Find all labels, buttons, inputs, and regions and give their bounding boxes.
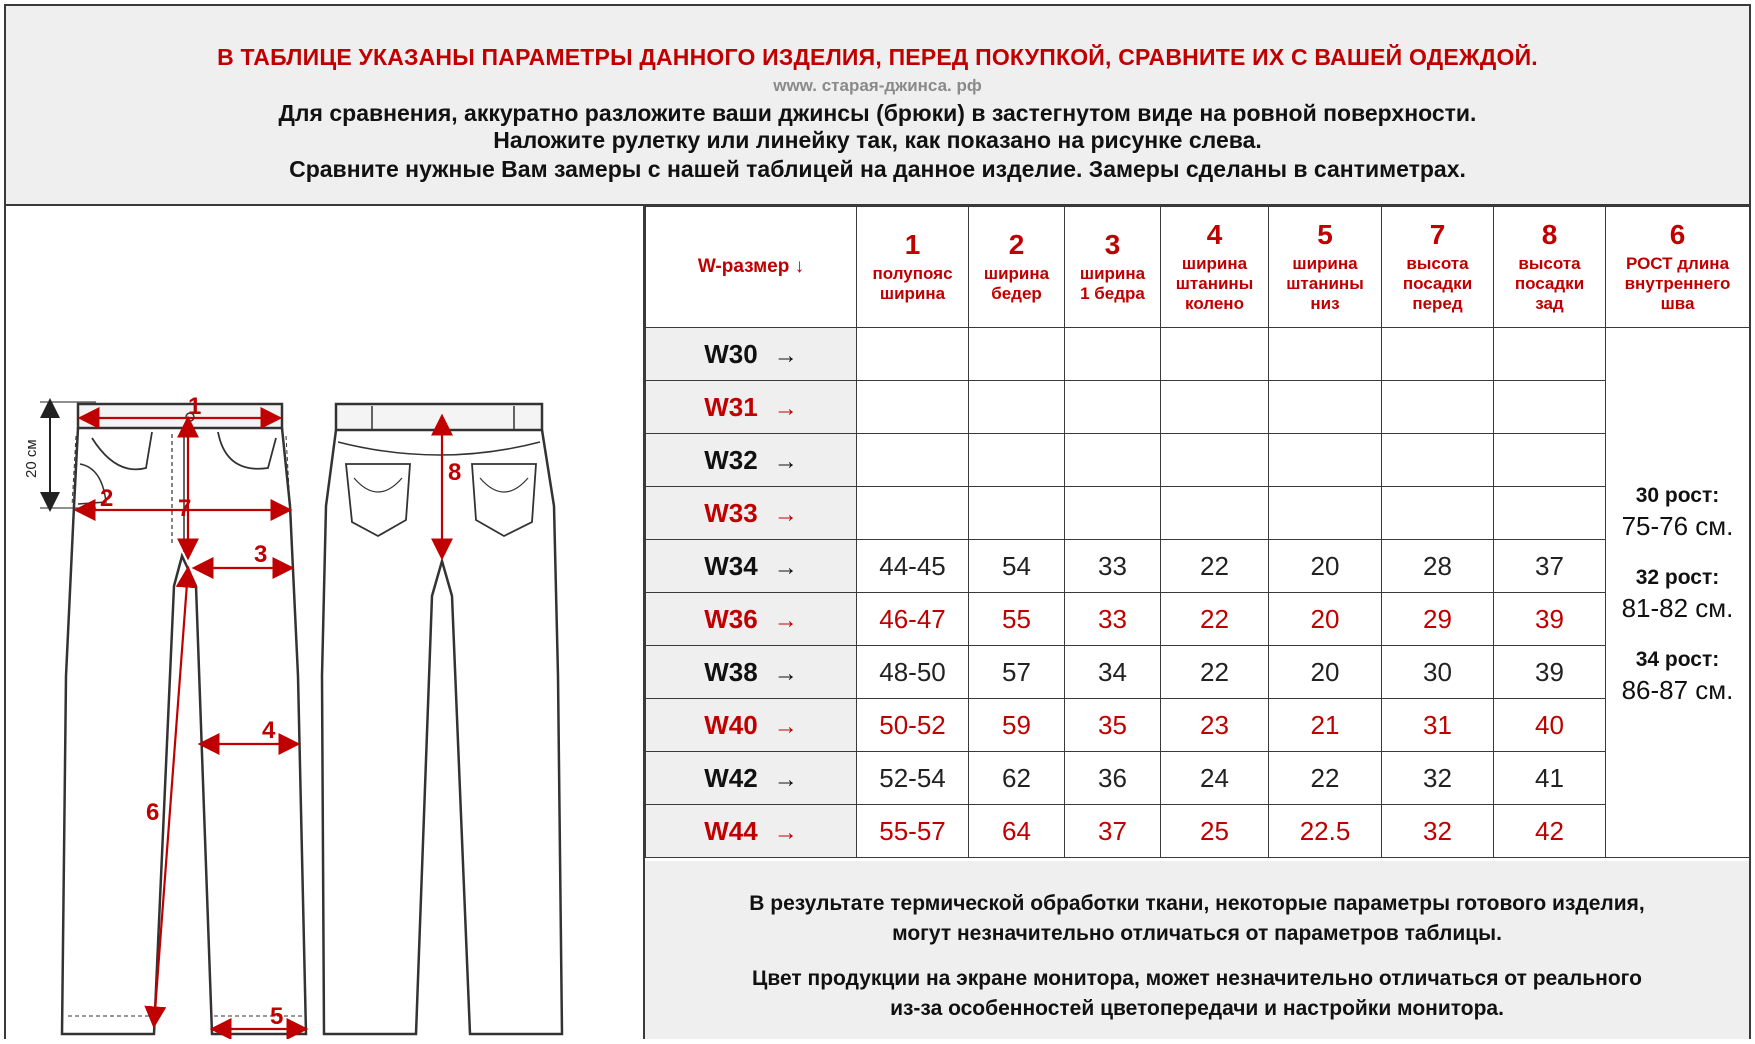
column-label-line: ширина: [1292, 254, 1358, 273]
table-cell: [1494, 381, 1606, 434]
table-cell: [1065, 487, 1161, 540]
column-number: 4: [1206, 219, 1223, 250]
column-header-1: [857, 207, 969, 328]
table-cell: [1382, 381, 1494, 434]
table-cell: 23: [1161, 699, 1269, 752]
table-cell: [969, 434, 1065, 487]
table-cell: 39: [1494, 593, 1606, 646]
site-address[interactable]: www. старая-джинса. рф: [773, 76, 982, 95]
table-cell: 50-52: [857, 699, 969, 752]
table-cell: 24: [1161, 752, 1269, 805]
table-cell: 20: [1269, 646, 1382, 699]
table-row: [646, 699, 1750, 752]
disclaimer-line: В результате термической обработки ткани, некоторые параметры готового изделия,: [749, 892, 1645, 915]
table-row: [646, 646, 1750, 699]
column-label-line: полупояс: [872, 264, 953, 283]
size-cell: [646, 646, 857, 699]
column-label-line: зад: [1535, 294, 1564, 313]
arrow-right-icon: →: [773, 818, 798, 846]
size-label: W42: [704, 762, 758, 793]
table-cell: 22: [1161, 593, 1269, 646]
table-cell: 29: [1382, 593, 1494, 646]
table-cell: 32: [1382, 805, 1494, 858]
column-number: 7: [1429, 219, 1446, 250]
column-label-line: ширина: [1181, 254, 1248, 273]
table-cell: 22.5: [1269, 805, 1382, 858]
arrow-right-icon: →: [773, 341, 798, 369]
column-header-2: [969, 207, 1065, 328]
table-cell: 33: [1065, 593, 1161, 646]
disclaimer-panel: [645, 861, 1749, 1039]
header-panel: [6, 6, 1749, 206]
column-number: 2: [1008, 229, 1025, 260]
table-cell: 31: [1382, 699, 1494, 752]
size-cell: [646, 540, 857, 593]
column-header-8: [1494, 207, 1606, 328]
table-cell: [1065, 328, 1161, 381]
table-cell: 48-50: [857, 646, 969, 699]
table-cell: 22: [1161, 646, 1269, 699]
table-cell: 22: [1269, 752, 1382, 805]
table-cell: 55-57: [857, 805, 969, 858]
table-cell: [1161, 487, 1269, 540]
jeans-measurement-diagram: [6, 206, 643, 1039]
column-label-line: низ: [1310, 294, 1340, 313]
size-label: W30: [704, 338, 758, 369]
size-label: W33: [704, 497, 758, 528]
table-cell: 37: [1065, 805, 1161, 858]
table-cell: 39: [1494, 646, 1606, 699]
size-cell: [646, 434, 857, 487]
size-label: W34: [704, 550, 758, 581]
measure-label-8: 8: [448, 459, 462, 486]
arrow-right-icon: →: [773, 553, 798, 581]
table-cell: [857, 487, 969, 540]
table-cell: [1494, 328, 1606, 381]
table-cell: 55: [969, 593, 1065, 646]
table-row: [646, 487, 1750, 540]
measure-label-5: 5: [270, 1003, 284, 1030]
table-cell: [857, 381, 969, 434]
table-cell: [1269, 328, 1382, 381]
table-row: [646, 328, 1750, 381]
column-number: 8: [1541, 219, 1558, 250]
measure-label-3: 3: [254, 541, 268, 568]
size-cell: [646, 487, 857, 540]
table-cell: 62: [969, 752, 1065, 805]
table-cell: 46-47: [857, 593, 969, 646]
table-cell: [969, 381, 1065, 434]
table-cell: 44-45: [857, 540, 969, 593]
instruction-line-1: Для сравнения, аккуратно разложите ваши джинсы (брюки) в застегнутом виде на ровной поверхности.: [278, 100, 1477, 126]
table-cell: [1161, 328, 1269, 381]
arrow-down-icon: ↓: [794, 256, 805, 277]
table-cell: 54: [969, 540, 1065, 593]
column-label-line: ширина: [983, 264, 1050, 283]
height-value: 75-76 см.: [1621, 510, 1734, 541]
column-label-line: ширина: [879, 284, 946, 303]
table-cell: [969, 487, 1065, 540]
table-cell: [1065, 381, 1161, 434]
size-cell: [646, 805, 857, 858]
size-label: W38: [704, 656, 758, 687]
instruction-line-2: Наложите рулетку или линейку так, как показано на рисунке слева.: [493, 127, 1262, 153]
table-cell: 36: [1065, 752, 1161, 805]
column-number: 1: [904, 229, 921, 260]
table-cell: 25: [1161, 805, 1269, 858]
table-row: [646, 752, 1750, 805]
table-cell: 42: [1494, 805, 1606, 858]
arrow-right-icon: →: [773, 500, 798, 528]
height-value: 86-87 см.: [1621, 674, 1734, 705]
table-cell: [1269, 381, 1382, 434]
table-cell: 35: [1065, 699, 1161, 752]
size-cell: [646, 752, 857, 805]
column-header-3: [1065, 207, 1161, 328]
size-label: W40: [704, 709, 758, 740]
table-cell: [1382, 434, 1494, 487]
measure-label-7: 7: [178, 495, 192, 522]
size-label: W31: [704, 391, 758, 422]
table-row: [646, 381, 1750, 434]
table-cell: 57: [969, 646, 1065, 699]
size-cell: [646, 328, 857, 381]
table-cell: 40: [1494, 699, 1606, 752]
table-cell: 33: [1065, 540, 1161, 593]
table-cell: [969, 328, 1065, 381]
column-label-line: посадки: [1514, 274, 1585, 293]
height-label: 34 рост:: [1635, 647, 1720, 671]
arrow-right-icon: →: [773, 447, 798, 475]
column-label-line: колено: [1185, 294, 1244, 313]
arrow-right-icon: →: [773, 606, 798, 634]
column-label-line: высота: [1518, 254, 1581, 273]
size-cell: [646, 699, 857, 752]
height-value: 81-82 см.: [1621, 592, 1734, 623]
height-label: 32 рост:: [1635, 565, 1720, 589]
table-cell: 52-54: [857, 752, 969, 805]
height-inseam-cell: [1606, 328, 1750, 858]
table-cell: 28: [1382, 540, 1494, 593]
measurement-labels: [100, 393, 461, 1030]
table-cell: 37: [1494, 540, 1606, 593]
measurement-arrows: [78, 418, 442, 1029]
column-label-line: РОСТ длина: [1625, 254, 1730, 273]
header-title: В ТАБЛИЦЕ УКАЗАНЫ ПАРАМЕТРЫ ДАННОГО ИЗДЕЛИЯ, ПЕРЕД ПОКУПКОЙ, СРАВНИТЕ ИХ С ВАШЕЙ ОДЕЖДОЙ.: [217, 44, 1538, 70]
dimension-20cm-label: 20 см: [23, 439, 40, 478]
column-header-6: [1606, 207, 1750, 328]
column-label-line: бедер: [991, 284, 1042, 303]
table-cell: [857, 434, 969, 487]
size-cell: [646, 381, 857, 434]
table-cell: 41: [1494, 752, 1606, 805]
measure-label-2: 2: [100, 485, 114, 512]
instruction-line-3: Сравните нужные Вам замеры с нашей таблицей на данное изделие. Замеры сделаны в сантиметрах.: [289, 156, 1466, 182]
arrow-right-icon: →: [773, 712, 798, 740]
jeans-diagram-panel: [6, 206, 645, 1039]
measure-label-1: 1: [188, 393, 202, 420]
table-cell: [1161, 381, 1269, 434]
disclaimer-line: могут незначительно отличаться от параметров таблицы.: [892, 922, 1502, 945]
table-cell: 34: [1065, 646, 1161, 699]
arrow-right-icon: →: [773, 765, 798, 793]
table-row: [646, 805, 1750, 858]
size-label: W44: [704, 815, 758, 846]
table-cell: [1382, 328, 1494, 381]
column-header-4: [1161, 207, 1269, 328]
column-label-line: высота: [1406, 254, 1469, 273]
column-number: 6: [1669, 219, 1686, 250]
table-cell: 21: [1269, 699, 1382, 752]
size-label: W32: [704, 444, 758, 475]
disclaimer-line: Цвет продукции на экране монитора, может незначительно отличаться от реального: [752, 967, 1642, 990]
height-label: 30 рост:: [1635, 483, 1720, 507]
disclaimer-line: из-за особенностей цветопередачи и настройки монитора.: [890, 997, 1504, 1020]
disclaimer-fabric: [645, 889, 1749, 949]
table-cell: [1269, 434, 1382, 487]
table-cell: 64: [969, 805, 1065, 858]
table-cell: 32: [1382, 752, 1494, 805]
table-cell: 30: [1382, 646, 1494, 699]
table-row: [646, 540, 1750, 593]
column-label-line: шва: [1660, 294, 1695, 313]
table-row: [646, 593, 1750, 646]
size-table: [645, 206, 1750, 858]
table-cell: [1269, 487, 1382, 540]
table-cell: 59: [969, 699, 1065, 752]
size-header-label: W-размер: [697, 256, 790, 277]
table-cell: [1065, 434, 1161, 487]
size-column-header: [646, 207, 857, 328]
table-cell: [1161, 434, 1269, 487]
disclaimer-color: [645, 964, 1749, 1024]
column-label-line: посадки: [1402, 274, 1473, 293]
measure-label-6: 6: [146, 799, 160, 826]
table-header-row: [646, 207, 1750, 328]
column-header-5: [1269, 207, 1382, 328]
column-number: 3: [1104, 229, 1121, 260]
arrow-right-icon: →: [773, 394, 798, 422]
column-label-line: перед: [1412, 294, 1463, 313]
table-cell: 20: [1269, 540, 1382, 593]
arrow-right-icon: →: [773, 659, 798, 687]
column-label-line: ширина: [1079, 264, 1146, 283]
table-cell: [1382, 487, 1494, 540]
column-number: 5: [1317, 219, 1333, 250]
column-label-line: внутреннего: [1624, 274, 1731, 293]
column-header-7: [1382, 207, 1494, 328]
column-label-line: штанины: [1286, 274, 1364, 293]
table-cell: [1494, 487, 1606, 540]
column-label-line: штанины: [1175, 274, 1254, 293]
table-cell: 20: [1269, 593, 1382, 646]
table-cell: 22: [1161, 540, 1269, 593]
table-cell: [1494, 434, 1606, 487]
column-label-line: 1 бедра: [1080, 284, 1145, 303]
size-cell: [646, 593, 857, 646]
size-label: W36: [704, 603, 758, 634]
table-row: [646, 434, 1750, 487]
measure-label-4: 4: [262, 717, 276, 744]
table-cell: [857, 328, 969, 381]
